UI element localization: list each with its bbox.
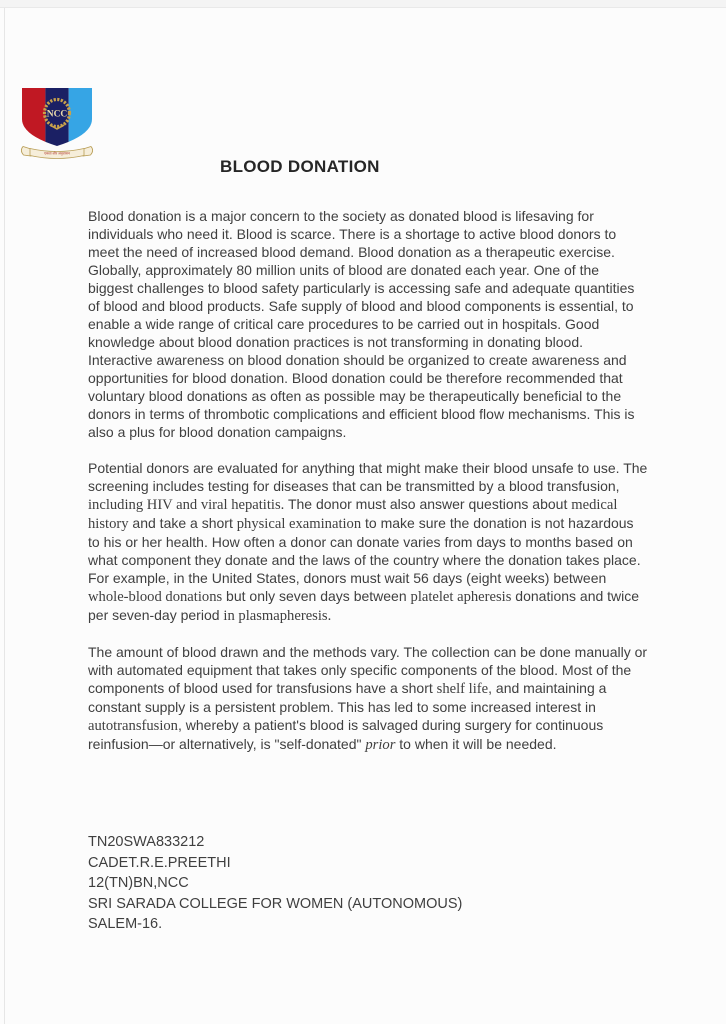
text-segment: including HIV and viral hepatitis. xyxy=(88,497,285,513)
text-segment: Potential donors are evaluated for anything that might make their blood unsafe to use. The screening includes testing for diseases that can be transmitted by a blood transfusion, xyxy=(88,460,648,494)
text-segment: donations and twice per seven-day period xyxy=(88,588,640,623)
text-segment: , and maintaining a constant supply is a persistent problem. This has led to some increased interest in xyxy=(88,680,607,715)
text-segment: autotransfusion xyxy=(88,718,178,734)
ncc-emblem-svg xyxy=(17,85,97,163)
signature-battalion: 12(TN)BN,NCC xyxy=(88,875,189,891)
text-segment: The donor must also answer questions about xyxy=(284,496,572,512)
shield-stripe-red xyxy=(22,88,45,146)
text-segment: whole-blood donations xyxy=(88,589,223,605)
text-segment: Blood donation is a major concern to the society as donated blood is lifesaving for individuals who need it. Blood is scarce. There is a shortage to active blood donors to meet the need of increased blood demand. Blood donation as a therapeutic exercise. Globally, approximately 80 million units of blood are donated each year. One of the biggest challenges to blood safety particularly is accessing safe and adequate quantities of blood and blood products. Safe supply of blood and blood components is essential, to enable a wide range of critical care procedures to be carried out in hospitals. Good knowledge about blood donation practices is not transforming in donating blood. Interactive awareness on blood donation should be organized to create awareness and opportunities for blood donation. Blood donation could be therefore recommended that voluntary blood donations as often as possible may be therapeutically beneficial to the donors in terms of thrombotic complications and efficient blood flow mechanisms. This is also a plus for blood donation campaigns. xyxy=(88,208,635,440)
ncc-logo xyxy=(17,85,97,163)
text-segment: prior xyxy=(365,737,396,753)
page-left-edge xyxy=(4,8,5,1024)
shield-stripe-blue xyxy=(69,88,92,146)
text-segment: but only seven days between xyxy=(222,588,411,604)
text-segment: medical history xyxy=(88,497,618,532)
text-segment: , whereby a patient's blood is salvaged during surgery for continuous reinfusion—or alternatively, is "self-donated" xyxy=(88,717,604,752)
logo-motto: एकता और अनुशासन xyxy=(44,151,70,156)
signature-college: SRI SARADA COLLEGE FOR WOMEN (AUTONOMOUS) xyxy=(88,895,463,912)
logo-acronym: NCC xyxy=(46,109,68,120)
signature-regimental-number: TN20SWA833212 xyxy=(88,834,205,850)
text-segment: physical examination xyxy=(236,516,362,532)
text-segment: shelf life xyxy=(436,681,489,697)
text-segment: to when it will be needed. xyxy=(395,736,557,752)
page-title: BLOOD DONATION xyxy=(220,157,380,176)
paragraph-collection xyxy=(88,643,648,754)
banner-curl-left xyxy=(21,147,31,157)
text-segment: and take a short xyxy=(128,515,237,531)
text-segment: in plasmapheresis. xyxy=(223,608,332,624)
signature-cadet-name: CADET.R.E.PREETHI xyxy=(88,854,231,871)
paragraph-intro xyxy=(88,207,648,441)
text-segment: platelet apheresis xyxy=(410,589,512,605)
text-segment: to make sure the donation is not hazardous to his or her health. How often a donor can donate varies from days to months based on what component they donate and the laws of the country where the donation takes place. For example, in the United States, donors must wait 56 days (eight weeks) between xyxy=(88,515,641,586)
signature-block xyxy=(88,832,462,935)
paragraph-screening xyxy=(88,459,648,625)
text-segment: The amount of blood drawn and the methods vary. The collection can be done manually or with automated equipment that takes only specific components of the blood. Most of the components of blood used for transfusions have a short xyxy=(88,644,648,696)
document-body xyxy=(88,207,648,772)
banner-curl-right xyxy=(83,147,93,157)
page-top-edge xyxy=(0,0,726,8)
signature-city: SALEM-16. xyxy=(88,916,163,932)
